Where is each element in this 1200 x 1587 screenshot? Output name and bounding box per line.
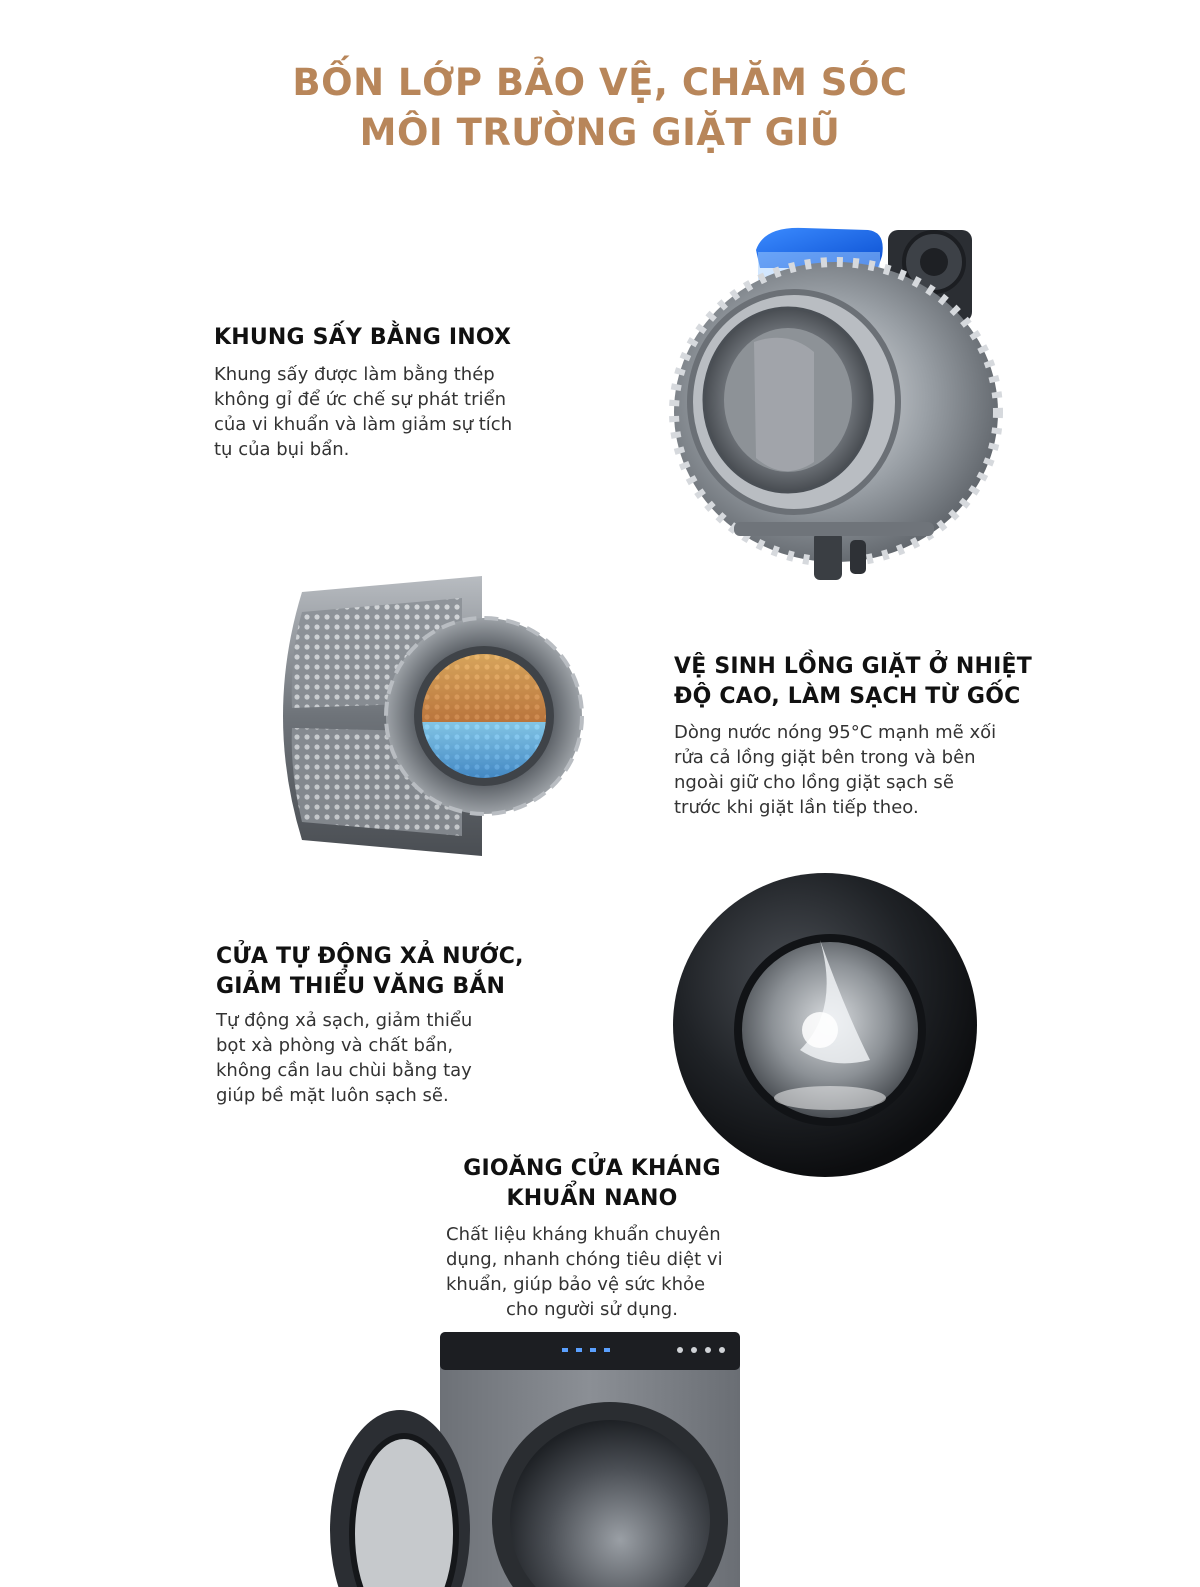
feature-1-description: Khung sấy được làm bằng thép không gỉ để ức chế sự phát triển của vi khuẩn và làm giảm sự tích tụ của bụi bẩn. [214,364,513,460]
feature-3-description: Tự động xả sạch, giảm thiểu bọt xà phòng và chất bẩn, không cần lau chùi bằng tay giúp bề mặt luôn sạch sẽ. [216,1010,473,1106]
feature-4-description: Chất liệu kháng khuẩn chuyên dụng, nhanh chóng tiêu diệt vi khuẩn, giúp bảo vệ sức khỏe cho người sử dụng. [446,1224,723,1320]
page-title-line-1: BỐN LỚP BẢO VỆ, CHĂM SÓC [292,61,908,104]
page-title [0,58,1200,158]
feature-3-title: CỬA TỰ ĐỘNG XẢ NƯỚC, GIẢM THIỂU VĂNG BẮN [216,944,524,999]
drum-assembly-image [664,222,1010,586]
wash-drum-image [262,572,584,864]
feature-4-title: GIOĂNG CỬA KHÁNG KHUẨN NANO [463,1156,721,1211]
feature-2-title: VỆ SINH LỒNG GIẶT Ở NHIỆT ĐỘ CAO, LÀM SẠCH TỪ GỐC [674,654,1032,709]
feature-2-description: Dòng nước nóng 95°C mạnh mẽ xối rửa cả lồng giặt bên trong và bên ngoài giữ cho lồng giặt sạch sẽ trước khi giặt lần tiếp theo. [674,722,997,818]
auto-drain-door-image [670,870,980,1180]
washing-machine-image [330,1330,750,1587]
page-title-line-2: MÔI TRƯỜNG GIẶT GIŨ [359,111,841,154]
feature-1-title: KHUNG SẤY BẰNG INOX [214,325,512,350]
